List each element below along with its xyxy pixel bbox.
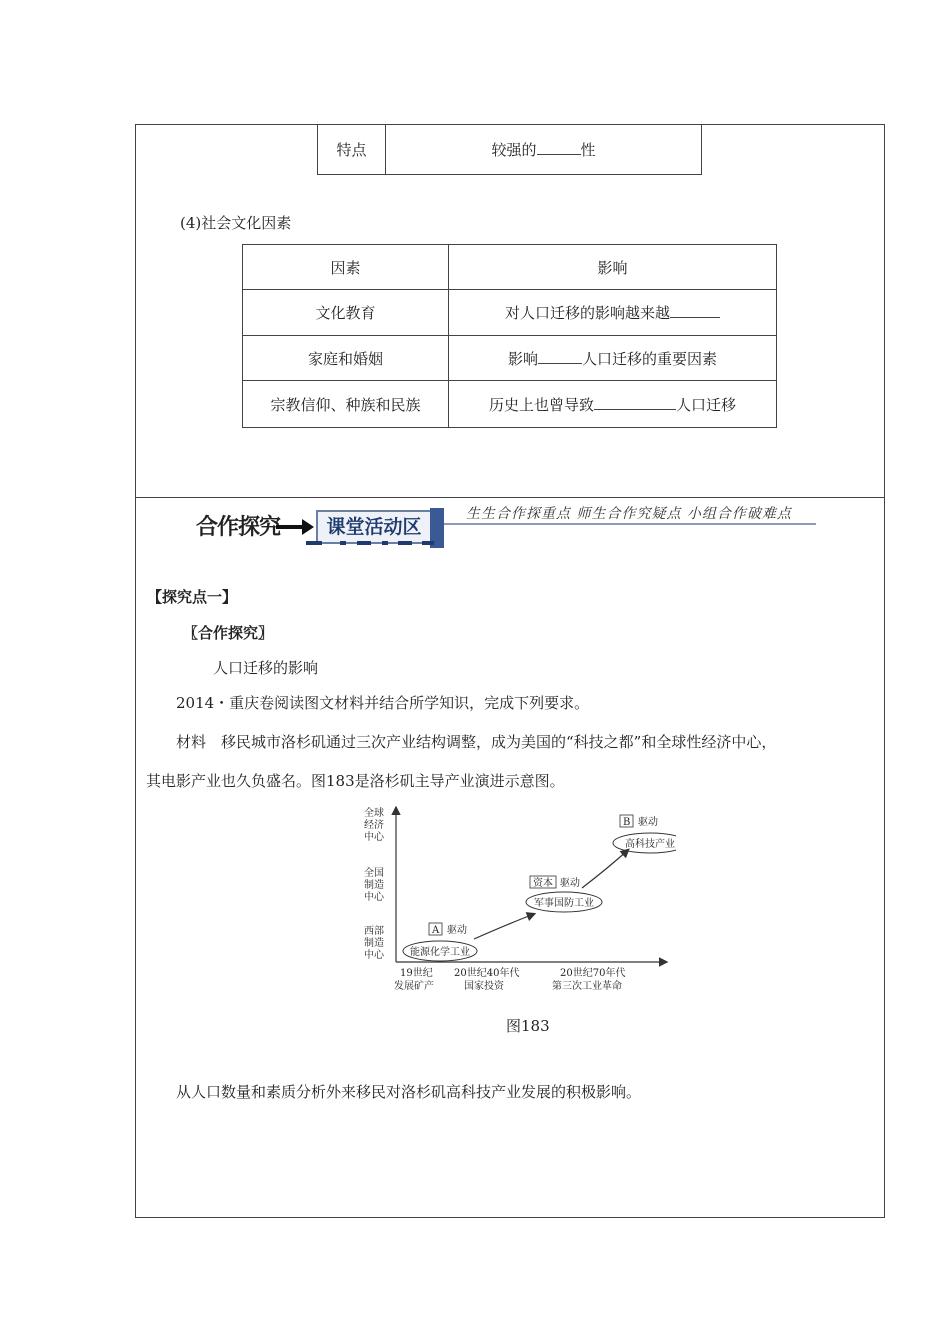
x-tick-label: 国家投资	[464, 981, 504, 992]
influence-text: 影响	[507, 349, 538, 368]
header-factor: 因素	[243, 245, 449, 290]
section-heading: (4)社会文化因素	[180, 214, 292, 232]
x-tick-label: 20世纪70年代	[560, 968, 626, 979]
section-divider	[135, 497, 885, 498]
banner-dash	[306, 541, 322, 545]
influence-text: 人口迁移的重要因素	[582, 349, 718, 368]
influence-text: 历史上也曾导致	[488, 395, 594, 414]
fill-blank[interactable]	[538, 348, 582, 364]
fill-blank[interactable]	[670, 302, 720, 318]
y-char: 济	[374, 820, 384, 831]
banner-motto: 生生合作探重点 师生合作究疑点 小组合作破难点	[466, 506, 792, 522]
intro-text: 2014・重庆卷阅读图文材料并结合所学知识，完成下列要求。	[176, 694, 590, 712]
question-text: 从人口数量和素质分析外来移民对洛杉矶高科技产业发展的积极影响。	[176, 1083, 642, 1101]
table-row	[243, 290, 777, 336]
industry-evolution-diagram	[358, 802, 676, 998]
table-row	[243, 381, 777, 428]
factor-cell: 文化教育	[243, 290, 449, 336]
driver-box-label: 资本	[533, 878, 553, 889]
y-char: 中	[364, 892, 374, 903]
material-line-1: 材料 移民城市洛杉矶通过三次产业结构调整，成为美国的“科技之都”和全球性经济中心，	[176, 733, 777, 751]
y-label-western	[364, 924, 385, 961]
influence-cell	[449, 381, 777, 428]
banner-dash	[340, 541, 346, 545]
social-culture-table	[242, 244, 777, 428]
y-char: 心	[374, 950, 384, 961]
y-char: 造	[374, 880, 384, 891]
driver-text: 驱动	[447, 925, 467, 936]
coop-explore-title: 〖合作探究〗	[183, 624, 274, 642]
banner-line	[444, 523, 816, 525]
banner-dash	[422, 541, 434, 545]
banner-dash	[357, 541, 371, 545]
fill-blank[interactable]	[537, 139, 581, 155]
trend-arrow	[582, 850, 628, 888]
fill-blank[interactable]	[594, 394, 676, 410]
y-char: 制	[364, 938, 374, 949]
y-char: 中	[364, 950, 374, 961]
table-row	[243, 336, 777, 381]
influence-cell	[449, 290, 777, 336]
topic-text: 人口迁移的影响	[213, 659, 319, 677]
y-char: 西	[364, 926, 374, 937]
y-char: 经	[364, 820, 374, 831]
material-line-2: 其电影产业也久负盛名。图183是洛杉矶主导产业演进示意图。	[146, 772, 565, 790]
banner-dash	[398, 541, 412, 545]
driver-text: 驱动	[560, 878, 580, 889]
x-tick-label: 19世纪	[400, 968, 433, 979]
y-char: 造	[374, 938, 384, 949]
characteristic-prefix: 较强的	[491, 141, 537, 159]
y-label-national	[364, 866, 385, 903]
x-tick-label: 第三次工业革命	[552, 981, 622, 992]
factor-cell: 家庭和婚姻	[243, 336, 449, 381]
y-char: 全	[364, 808, 374, 819]
y-char: 中	[364, 832, 374, 843]
characteristic-suffix: 性	[580, 141, 596, 159]
characteristic-label: 特点	[318, 125, 386, 175]
industry-label: 军事国防工业	[534, 898, 594, 909]
driver-box-label: A	[432, 925, 440, 936]
y-char: 心	[374, 892, 384, 903]
influence-cell	[449, 336, 777, 381]
driver-box-label: B	[623, 817, 631, 828]
characteristic-value	[386, 125, 702, 175]
characteristic-table	[317, 124, 702, 175]
trend-arrow	[474, 914, 534, 939]
influence-text: 对人口迁移的影响越来越	[504, 304, 670, 322]
header-influence: 影响	[449, 245, 777, 290]
banner-activity-box: 课堂活动区	[316, 510, 432, 544]
x-tick-label: 20世纪40年代	[454, 968, 520, 979]
explore-point-title: 【探究点一】	[147, 588, 238, 606]
y-label-global	[364, 806, 385, 843]
banner-dash	[382, 541, 388, 545]
banner-coop-title: 合作探究	[196, 515, 281, 540]
factor-cell: 宗教信仰、种族和民族	[243, 381, 449, 428]
y-char: 心	[374, 832, 384, 843]
y-char: 全	[364, 868, 374, 879]
x-tick-label: 发展矿产	[394, 981, 434, 992]
influence-text: 人口迁移	[676, 395, 737, 414]
y-char: 制	[364, 880, 374, 891]
y-char: 国	[374, 868, 384, 879]
driver-text: 驱动	[638, 817, 658, 828]
industry-label: 高科技产业	[625, 839, 675, 850]
y-char: 球	[374, 808, 384, 819]
arrow-right-icon	[274, 515, 316, 535]
industry-label: 能源化学工业	[410, 947, 470, 958]
figure-caption: 图183	[506, 1017, 550, 1035]
y-char: 部	[374, 926, 384, 937]
